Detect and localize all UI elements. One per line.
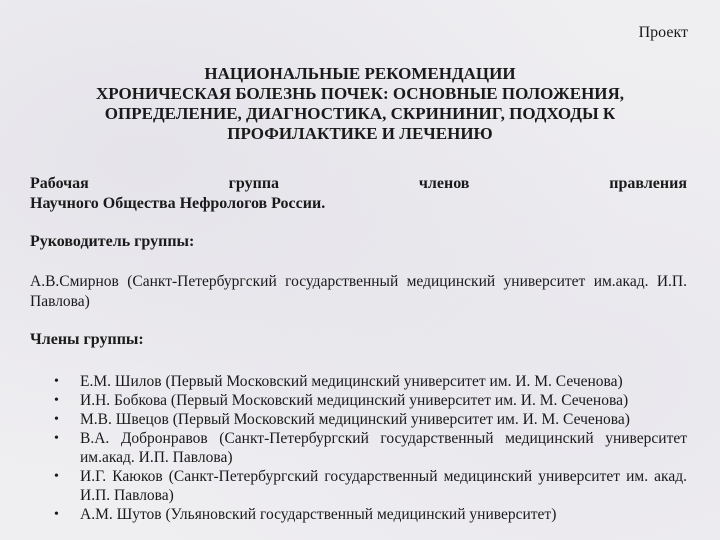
- member-text: А.М. Шутов (Ульяновский государственный медицинский университет): [80, 506, 557, 523]
- title-line: ОПРЕДЕЛЕНИЕ, ДИАГНОСТИКА, СКРИНИНИГ, ПОДХОДЫ К: [104, 104, 616, 123]
- working-group-word: членов: [418, 175, 470, 192]
- working-group-statement: [30, 174, 687, 214]
- draft-status-label: Проект: [638, 24, 688, 41]
- members-heading: Члены группы:: [30, 331, 144, 348]
- document-title: [40, 64, 680, 144]
- member-text: И.Н. Бобкова (Первый Московский медицинский университет им. И. М. Сеченова): [80, 392, 629, 409]
- member-text: В.А. Добронравов (Санкт-Петербургский государственный медицинский университет им.акад. И.П. Павлова): [80, 430, 687, 466]
- working-group-line-1: [30, 174, 687, 194]
- list-item: [30, 410, 687, 429]
- bullet-icon: •: [54, 469, 59, 484]
- member-text: И.Г. Каюков (Санкт-Петербургский государственный медицинский университет им. акад. И.П. Павлова): [80, 468, 687, 504]
- leader-entry: А.В.Смирнов (Санкт-Петербургский государственный медицинский университет им.акад. И.П. Павлова): [30, 273, 687, 310]
- list-item: [30, 467, 687, 505]
- bullet-icon: •: [54, 393, 59, 408]
- list-item: [30, 505, 687, 524]
- working-group-word: правления: [609, 175, 687, 192]
- list-item: [30, 372, 687, 391]
- list-item: [30, 429, 687, 467]
- title-line: НАЦИОНАЛЬНЫЕ РЕКОМЕНДАЦИИ: [204, 64, 516, 83]
- leader-heading: Руководитель группы:: [30, 233, 195, 250]
- title-line: ХРОНИЧЕСКАЯ БОЛЕЗНЬ ПОЧЕК: ОСНОВНЫЕ ПОЛОЖЕНИЯ,: [95, 84, 625, 103]
- working-group-line-2: Научного Общества Нефрологов России.: [30, 195, 326, 212]
- member-text: Е.М. Шилов (Первый Московский медицинский университет им. И. М. Сеченова): [80, 373, 623, 390]
- working-group-word: группа: [228, 175, 280, 192]
- member-text: М.В. Швецов (Первый Московский медицинский университет им. И. М. Сеченова): [80, 411, 630, 428]
- bullet-icon: •: [54, 431, 59, 446]
- bullet-icon: •: [54, 412, 59, 427]
- members-list: [30, 372, 687, 524]
- working-group-word: Рабочая: [30, 175, 89, 192]
- bullet-icon: •: [54, 374, 59, 389]
- title-line: ПРОФИЛАКТИКЕ И ЛЕЧЕНИЮ: [227, 124, 493, 143]
- list-item: [30, 391, 687, 410]
- bullet-icon: •: [54, 507, 59, 522]
